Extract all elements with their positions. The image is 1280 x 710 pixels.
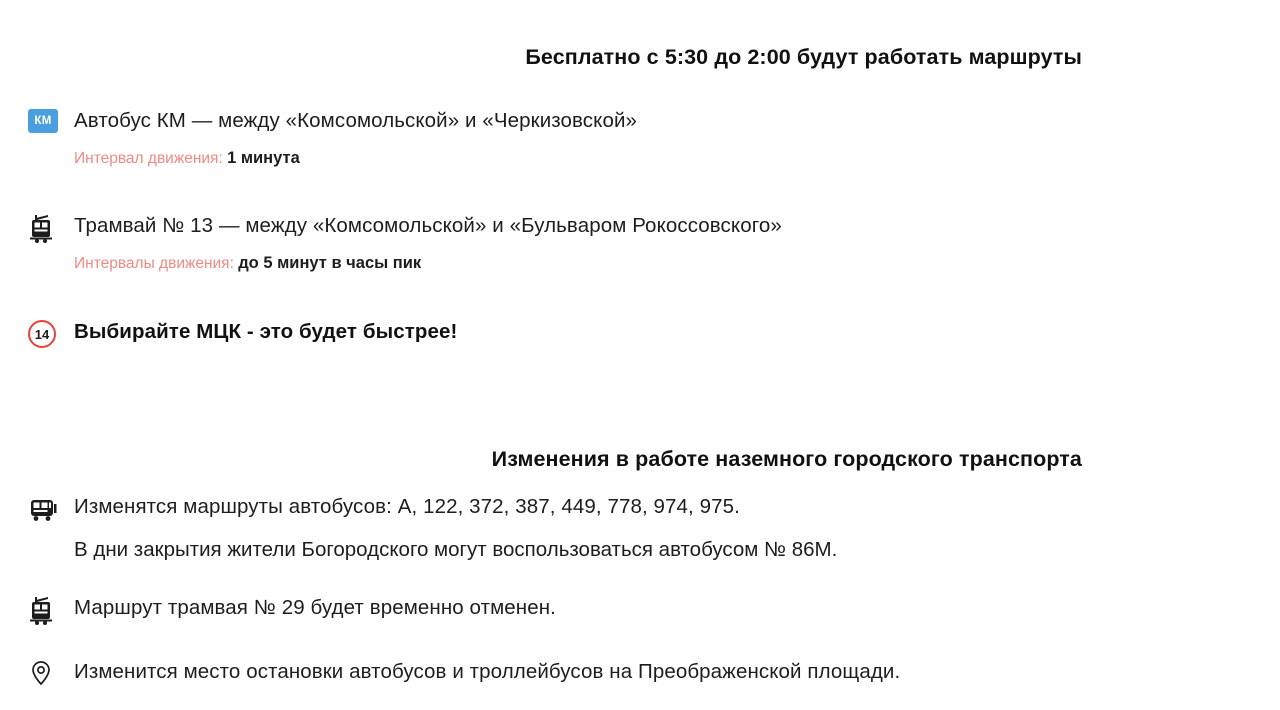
tram-icon: [28, 596, 60, 626]
bus-routes-text: Изменятся маршруты автобусов: А, 122, 372, 387, 449, 778, 974, 975.: [74, 495, 740, 518]
icon-cell: [28, 658, 74, 690]
mck-advice-text: Выбирайте МЦК - это будет быстрее!: [74, 320, 458, 343]
text-cell: [74, 107, 1128, 169]
tram-icon: [28, 214, 60, 244]
text-cell: [74, 594, 1028, 622]
text-cell: [74, 212, 1148, 274]
icon-cell: [28, 493, 74, 525]
interval-label: Интервал движения:: [74, 150, 223, 167]
list-item-tram-29: [28, 594, 1028, 626]
section-title-free-routes: Бесплатно с 5:30 до 2:00 будут работать маршруты: [525, 45, 1082, 69]
stop-change-text: Изменится место остановки автобусов и троллейбусов на Преображенской площади.: [74, 660, 901, 683]
bus-km-badge-icon: КМ: [28, 109, 58, 133]
icon-cell: [28, 594, 74, 626]
interval-value: 1 минута: [227, 149, 300, 167]
list-item-tram-13: [28, 212, 1148, 274]
list-item-stop-change: [28, 658, 1128, 690]
list-item-bus-changes: [28, 493, 1228, 564]
icon-cell: [28, 212, 74, 244]
route-description: Трамвай № 13 — между «Комсомольской» и «Бульваром Рокоссовского»: [74, 214, 782, 237]
bus-icon: [28, 495, 60, 525]
text-cell: [74, 318, 1028, 346]
interval-line: [74, 148, 1128, 169]
bus-routes-text-secondary: В дни закрытия жители Богородского могут воспользоваться автобусом № 86М.: [74, 538, 838, 561]
section-title-changes: Изменения в работе наземного городского транспорта: [491, 447, 1082, 471]
icon-cell: [28, 318, 74, 348]
interval-label: Интервалы движения:: [74, 255, 234, 272]
list-item-bus-km: [28, 107, 1128, 169]
interval-line: [74, 253, 1148, 274]
tram-29-text: Маршрут трамвая № 29 будет временно отменен.: [74, 596, 556, 619]
icon-cell: [28, 107, 74, 133]
text-cell: [74, 493, 1228, 564]
route-description: Автобус КМ — между «Комсомольской» и «Черкизовской»: [74, 109, 637, 132]
text-cell: [74, 658, 1128, 686]
mck-circle-icon: 14: [28, 320, 56, 348]
map-pin-icon: [28, 660, 60, 690]
list-item-mck: [28, 318, 1028, 348]
interval-value: до 5 минут в часы пик: [238, 254, 422, 272]
